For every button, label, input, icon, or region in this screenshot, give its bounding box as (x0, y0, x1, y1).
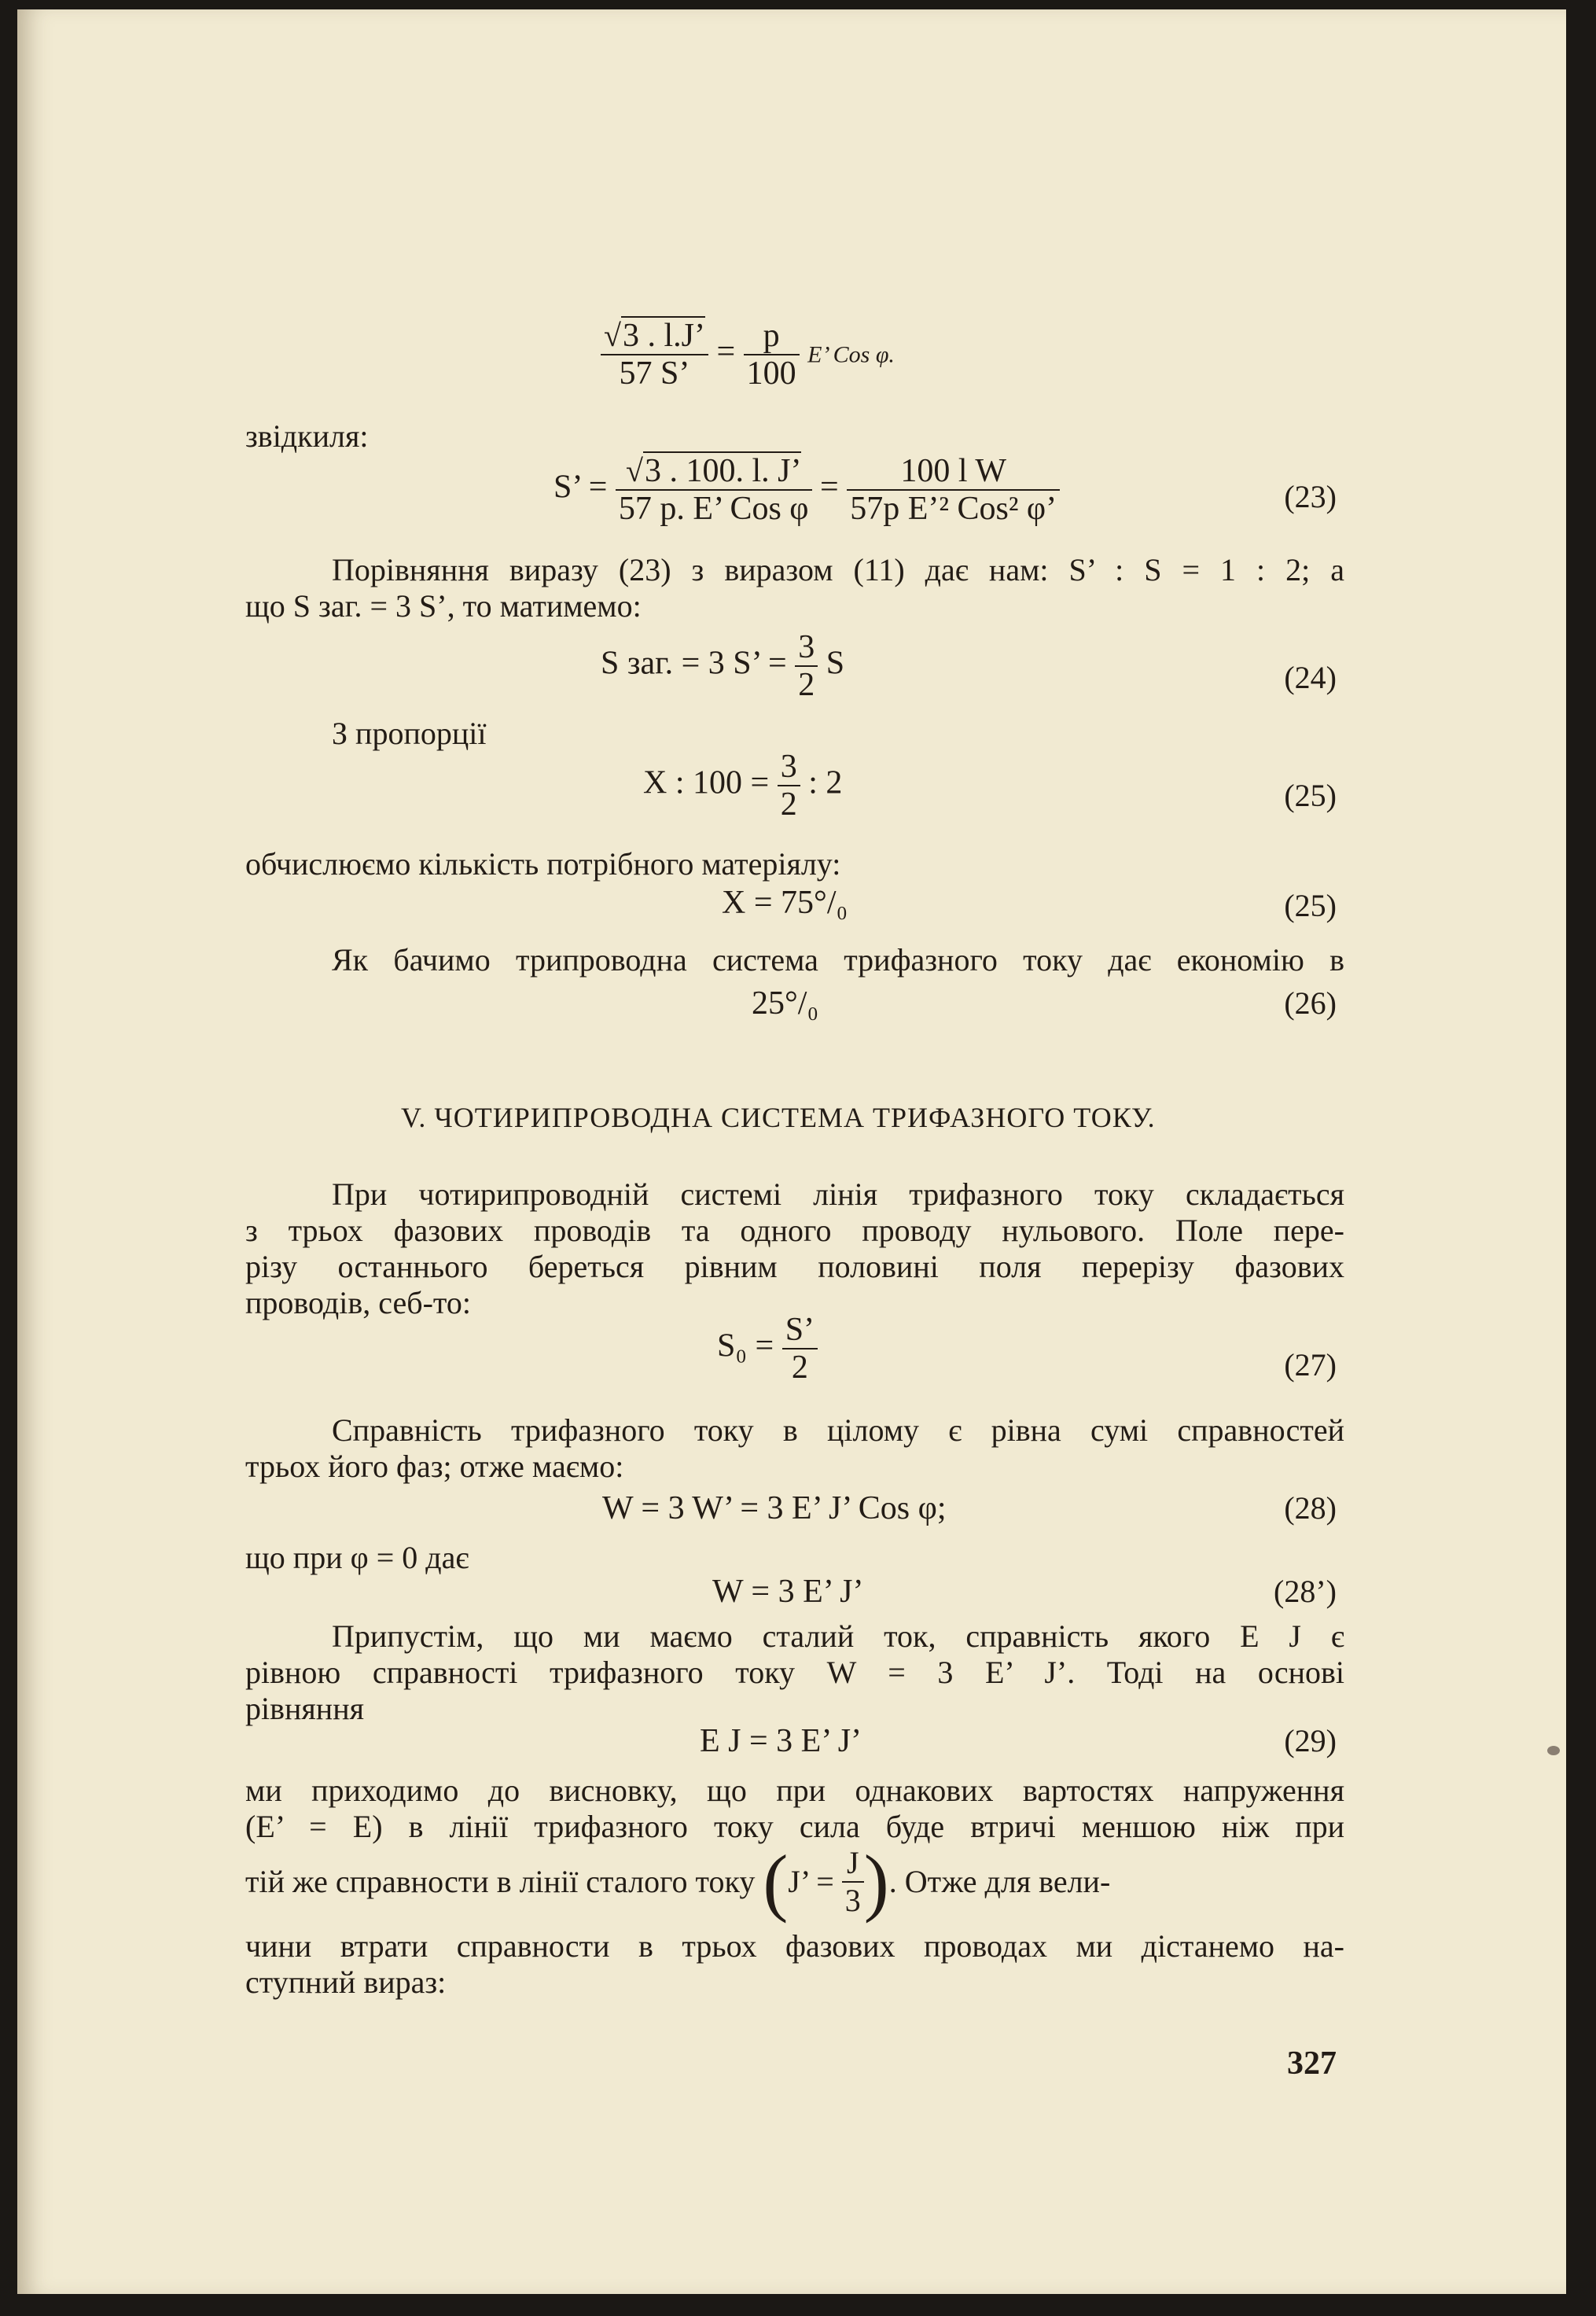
text-line: З пропорції (332, 716, 487, 751)
equation-number: (25) (1284, 778, 1337, 813)
text-line: що при φ = 0 дає (245, 1540, 469, 1575)
section-heading: V. ЧОТИРИПРОВОДНА СИСТЕМА ТРИФАЗНОГО ТОКУ. (401, 1102, 1156, 1133)
fraction: $\frac{√3 . l.J’}{57 S’}$ (601, 318, 708, 392)
text-line: ступний вираз: (245, 1964, 447, 2000)
equation-number: (29) (1284, 1723, 1337, 1758)
text-line-with-formula: тій же справности в лінії сталого току (J’ = $\frac{J}{3}$ ). Отже для вели- (245, 1839, 1111, 1924)
fraction: $\frac{p}{100}$ (744, 318, 800, 392)
text-line: трьох його фаз; отже маємо: (245, 1449, 624, 1484)
book-page (17, 9, 1566, 2294)
text-line: При чотирипроводній системі лінія трифазного току складається (332, 1176, 1344, 1212)
text-line: чини втрати справности в трьох фазових проводах ми дістанемо на- (245, 1928, 1344, 1964)
fraction: $\frac{√3 . 100. l. J’}{\text{57 p. E’ Cos φ}}$ (616, 453, 812, 527)
formula-top: $\frac{√3 . l.J’}{57 S’}$ = $\frac{p}{100}$ E’ Cos φ. (601, 318, 895, 392)
fraction: $\frac{\text{100 l W}}{\text{57p E’² Cos² φ’}}$ (847, 453, 1060, 527)
equation-number: (28’) (1274, 1574, 1337, 1609)
text-line: Справність трифазного току в цілому є рівна сумі справностей (332, 1412, 1344, 1448)
formula-27: S₀ = $\frac{S’}{2}$ (717, 1312, 818, 1386)
equation-number: (27) (1284, 1347, 1337, 1383)
ink-speck (1547, 1746, 1560, 1755)
fraction: $\frac{S’}{2}$ (782, 1312, 818, 1386)
formula-24: S заг. = 3 S’ = $\frac{3}{2}$ S (601, 629, 845, 703)
text-line: ми приходимо до висновку, що при однакових вартостях напруження (245, 1773, 1344, 1808)
formula-26: 25°/₀ (752, 985, 819, 1022)
formula-28-prime: W = 3 E’ J’ (712, 1574, 864, 1610)
formula-23: S’ = $\frac{√3 . 100. l. J’}{\text{57 p. E’ Cos φ}}$ = $\frac{\text{100 l W}}{\text{57p E’² Cos² φ’}}$ (553, 453, 1060, 527)
fraction: $\frac{3}{2}$ (778, 749, 800, 823)
text-line: Припустім, що ми маємо сталий ток, справність якого E J є (332, 1618, 1344, 1654)
text-line: рівною справності трифазного току W = 3 E’ J’. Тоді на основі (245, 1655, 1344, 1690)
text-line: з трьох фазових проводів та одного проводу нульового. Поле пере- (245, 1213, 1344, 1248)
equation-number: (23) (1284, 479, 1337, 514)
fraction: $\frac{3}{2}$ (795, 629, 818, 703)
equation-number: (26) (1284, 985, 1337, 1021)
text-line: (E’ = E) в лінії трифазного току сила буде втричі меншою ніж при (245, 1809, 1344, 1844)
text-line: рівняння (245, 1691, 365, 1726)
formula-25b: X = 75°/₀ (722, 885, 848, 921)
page-number: 327 (1287, 2045, 1337, 2082)
equation-number: (28) (1284, 1490, 1337, 1526)
text-line: різу останнього береться рівним половині поля перерізу фазових (245, 1249, 1344, 1284)
formula-29: E J = 3 E’ J’ (700, 1723, 862, 1759)
text-line: Як бачимо трипроводна система трифазного току дає економію в (332, 942, 1344, 978)
fraction: $\frac{J}{3}$ (842, 1845, 864, 1919)
formula-25a: X : 100 = $\frac{3}{2}$ : 2 (643, 749, 843, 823)
equation-number: (25) (1284, 888, 1337, 923)
formula-28: W = 3 W’ = 3 E’ J’ Cos φ; (602, 1490, 947, 1526)
text-line: що S заг. = 3 S’, то матимемо: (245, 588, 642, 624)
text-line: проводів, себ-то: (245, 1285, 471, 1320)
equation-number: (24) (1284, 660, 1337, 695)
text-line: Порівняння виразу (23) з виразом (11) дає нам: S’ : S = 1 : 2; а (332, 552, 1344, 587)
text-line: звідкиля: (245, 418, 369, 454)
text-line: обчислюємо кількість потрібного матеріялу: (245, 846, 841, 882)
